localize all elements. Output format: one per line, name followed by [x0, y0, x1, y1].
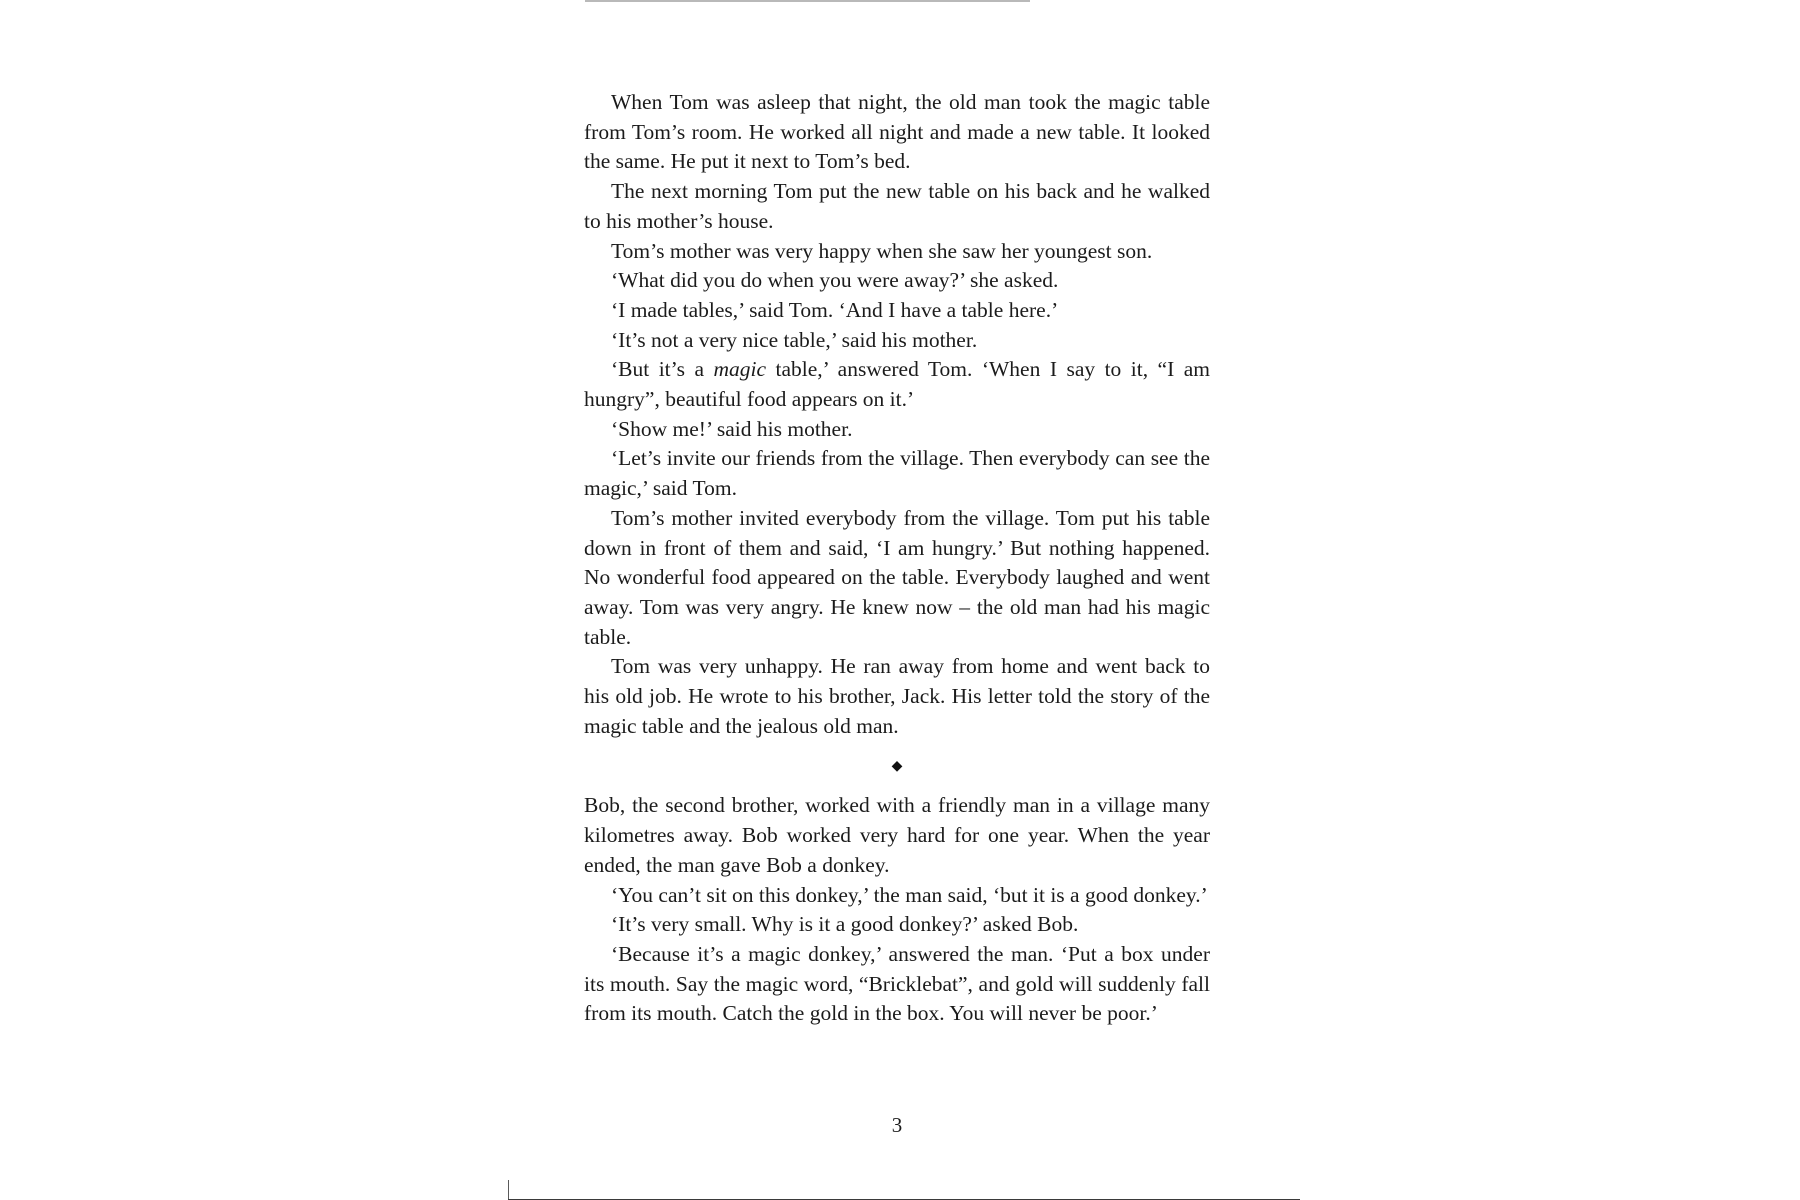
section-divider-diamond: ◆ [891, 759, 903, 775]
italic-word: magic [713, 357, 766, 382]
paragraph: ‘What did you do when you were away?’ she asked. [611, 268, 1059, 293]
paragraph-magic-table [584, 355, 1210, 414]
page-left-edge [508, 1180, 509, 1200]
text-run: table,’ answered Tom. ‘When I say to it, “I am hungry”, beautiful food appears on it.’ [584, 357, 1210, 412]
paragraph: ‘It’s not a very nice table,’ said his mother. [611, 327, 978, 352]
paragraph: Tom’s mother was very happy when she saw her youngest son. [611, 238, 1153, 263]
paragraph: The next morning Tom put the new table on his back and he walked to his mother’s house. [584, 179, 1210, 233]
paragraph: ‘It’s very small. Why is it a good donkey?’ asked Bob. [611, 912, 1079, 937]
paragraph: Tom’s mother invited everybody from the village. Tom put his table down in front of them and said, ‘I am hungry.’ But nothing happened. No wonderful food appeared on the table. Everybody laughed and went away. Tom was very angry. He knew now – the old man had his magic table. [584, 505, 1210, 649]
text-run: ‘But it’s a [611, 357, 714, 382]
paragraph: ‘Because it’s a magic donkey,’ answered the man. ‘Put a box under its mouth. Say the magic word, “Bricklebat”, and gold will suddenly fall from its mouth. Catch the gold in the box. You will never be poor.’ [584, 941, 1210, 1026]
page-number: 3 [891, 1113, 903, 1137]
paragraph: When Tom was asleep that night, the old man took the magic table from Tom’s room. He worked all night and made a new table. It looked the same. He put it next to Tom’s bed. [584, 90, 1210, 174]
paragraph: ‘Let’s invite our friends from the village. Then everybody can see the magic,’ said Tom. [584, 446, 1210, 501]
paragraph: ‘Show me!’ said his mother. [611, 416, 853, 441]
paragraph: ‘You can’t sit on this donkey,’ the man said, ‘but it is a good donkey.’ [611, 882, 1208, 907]
page-text [584, 88, 1210, 1029]
paragraph: ‘I made tables,’ said Tom. ‘And I have a table here.’ [611, 297, 1059, 322]
page-top-edge [585, 0, 1030, 2]
section-first-paragraph: Bob, the second brother, worked with a friendly man in a village many kilometres away. Bob worked very hard for one year. When the year ended, the man gave Bob a donkey. [584, 793, 1210, 877]
paragraph: Tom was very unhappy. He ran away from home and went back to his old job. He wrote to his brother, Jack. His letter told the story of the magic table and the jealous old man. [584, 654, 1210, 738]
